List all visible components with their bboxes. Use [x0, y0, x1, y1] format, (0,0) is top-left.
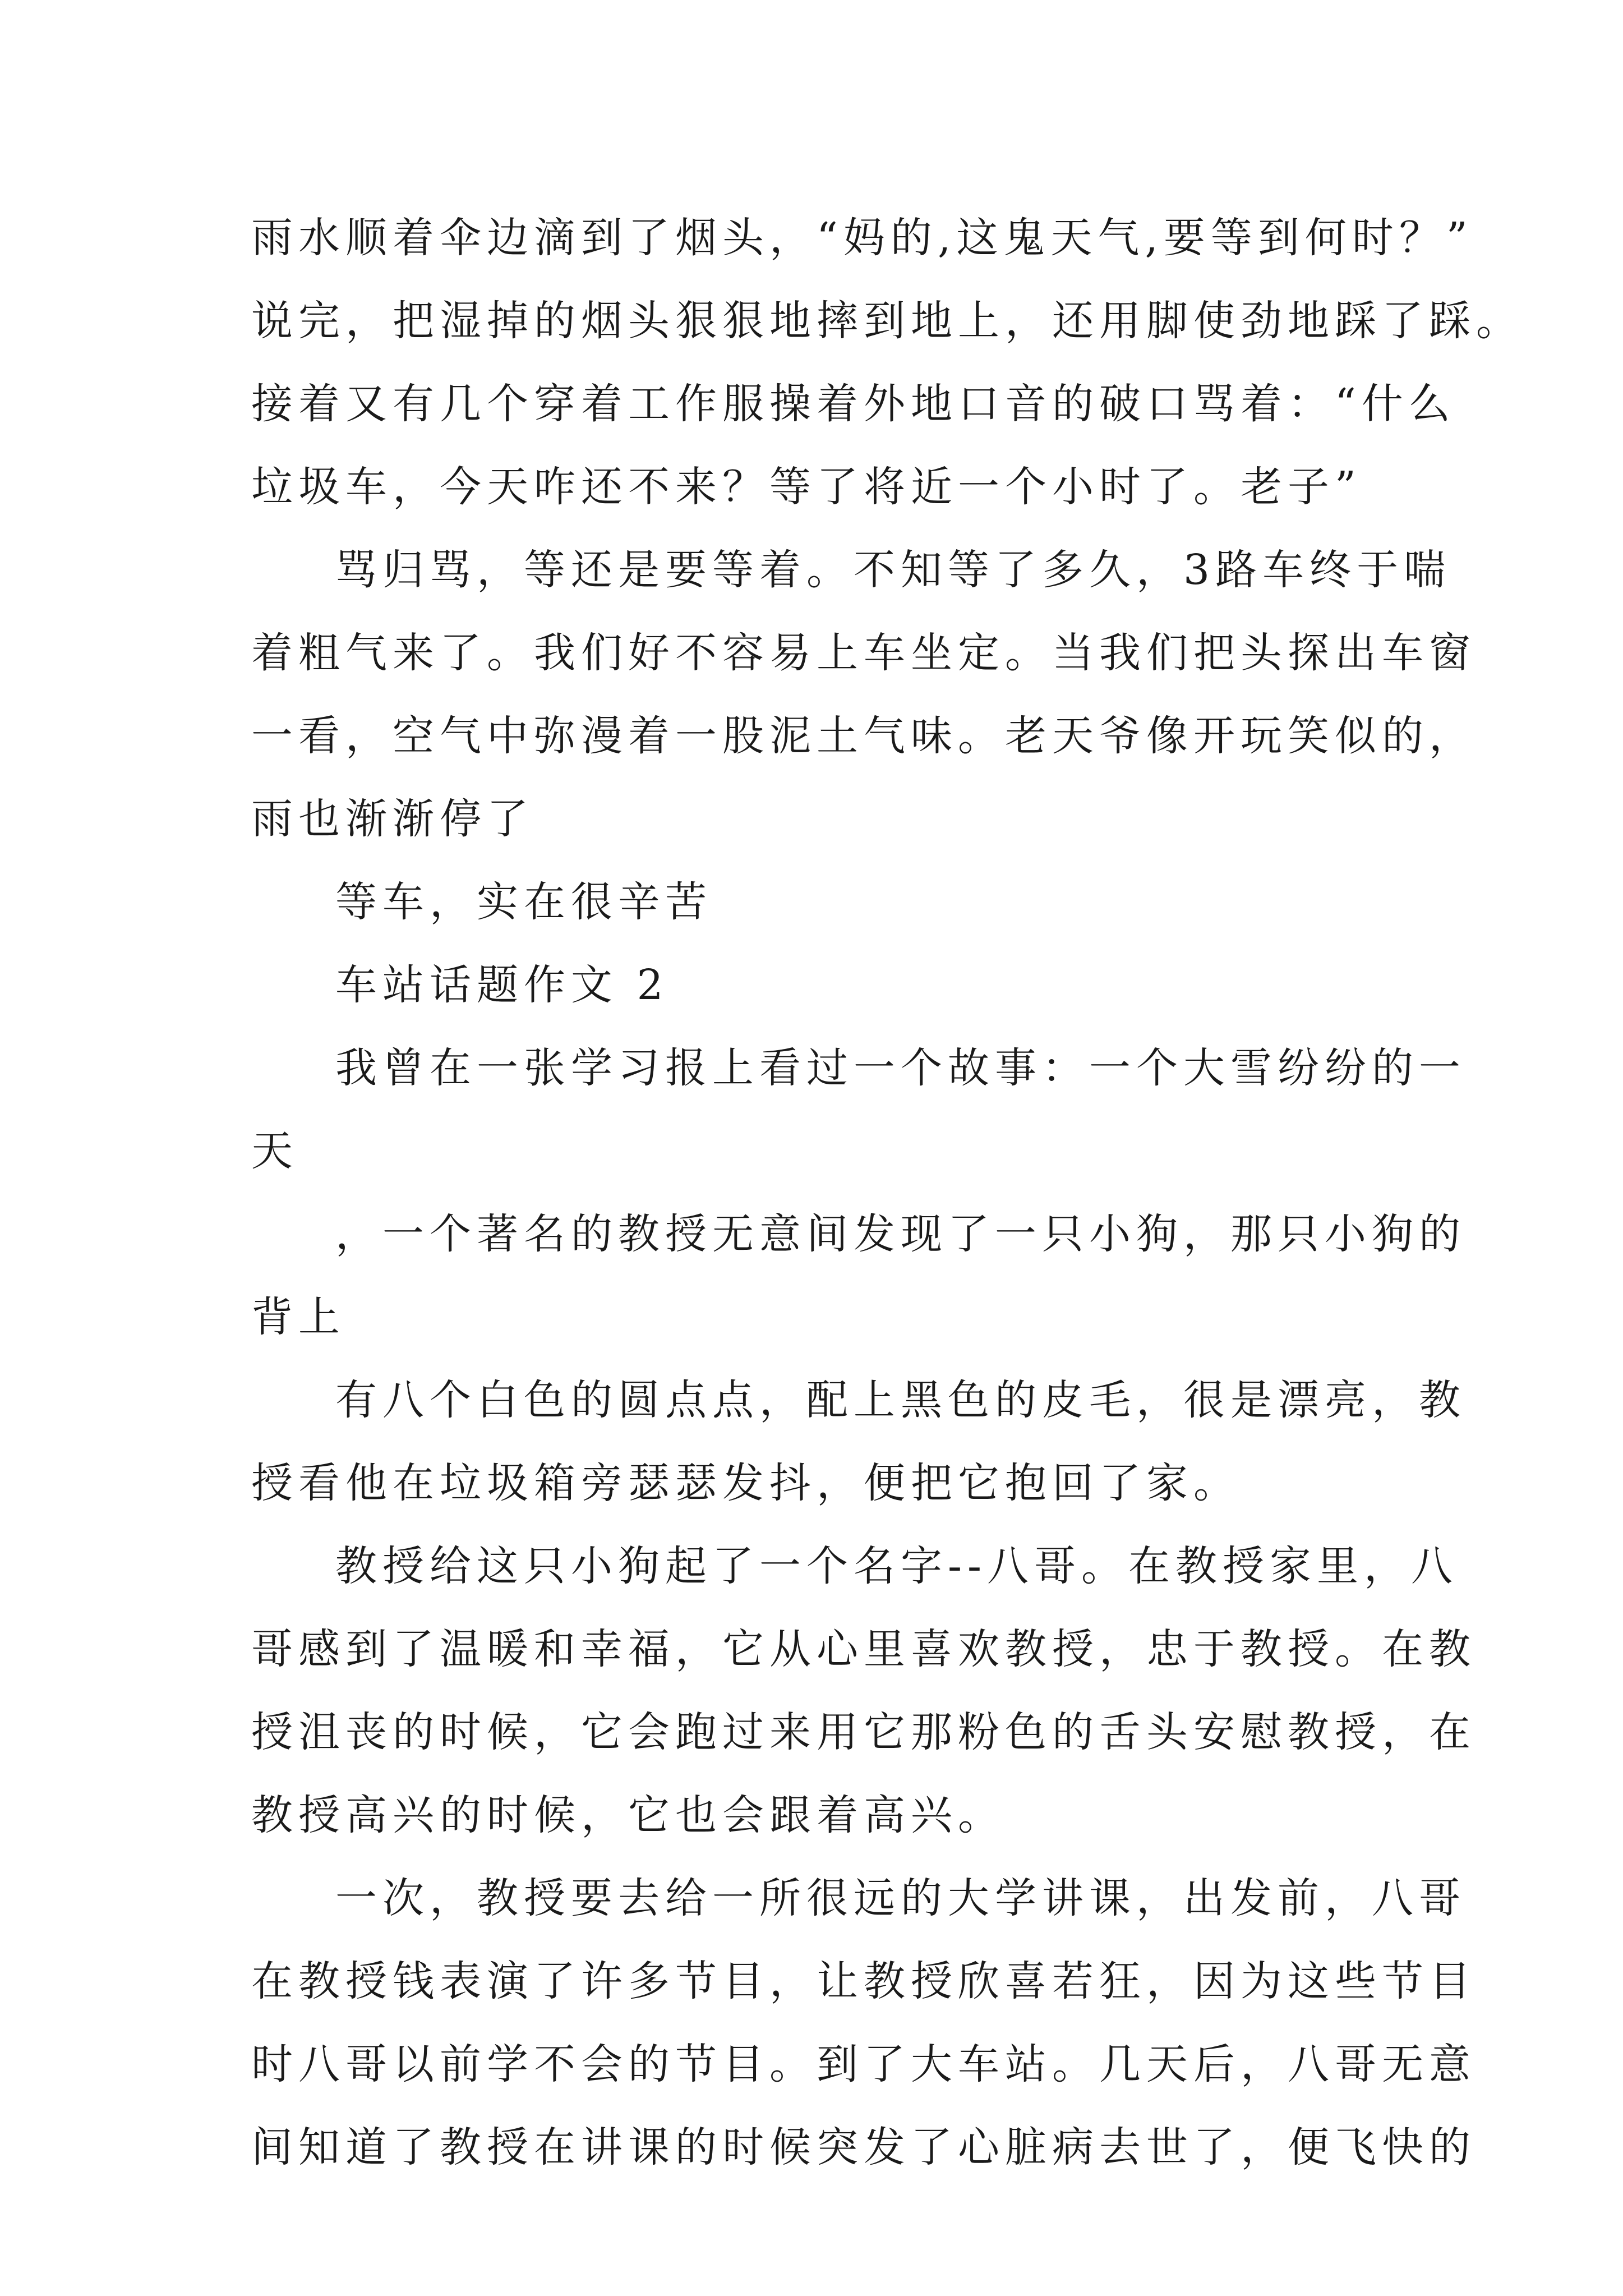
text-line: ，一个著名的教授无意间发现了一只小狗，那只小狗的 [335, 1210, 1466, 1258]
text-line: 授沮丧的时候，它会跑过来用它那粉色的舌头安慰教授，在 [251, 1708, 1476, 1756]
text-line: 哥感到了温暖和幸福，它从心里喜欢教授，忠于教授。在教 [251, 1625, 1476, 1673]
text-line: 着粗气来了。我们好不容易上车坐定。当我们把头探出车窗 [251, 629, 1476, 677]
text-line: 雨也渐渐停了 [251, 795, 534, 843]
text-line: 骂归骂，等还是要等着。不知等了多久，3路车终于喘 [335, 546, 1451, 594]
text-line: 我曾在一张学习报上看过一个故事：一个大雪纷纷的一 [335, 1044, 1466, 1092]
text-line: 车站话题作文 2 [335, 961, 669, 1009]
text-line: 教授高兴的时候，它也会跟着高兴。 [251, 1791, 1005, 1839]
text-line: 授看他在垃圾箱旁瑟瑟发抖，便把它抱回了家。 [251, 1459, 1241, 1507]
text-line: 在教授钱表演了许多节目，让教授欣喜若狂，因为这些节目 [251, 1957, 1476, 2005]
text-line: 雨水顺着伞边滴到了烟头，“妈的,这鬼天气,要等到何时？” [251, 214, 1473, 262]
text-line: 背上 [251, 1293, 345, 1341]
text-line: 等车，实在很辛苦 [335, 878, 712, 926]
text-line: 说完，把湿掉的烟头狠狠地摔到地上，还用脚使劲地踩了踩。 [251, 297, 1523, 345]
text-line: 接着又有几个穿着工作服操着外地口音的破口骂着：“什么 [251, 380, 1456, 428]
text-line: 垃圾车，今天咋还不来？等了将近一个小时了。老子” [251, 463, 1362, 511]
text-line: 时八哥以前学不会的节目。到了大车站。几天后，八哥无意 [251, 2040, 1476, 2088]
text-line: 天 [251, 1127, 298, 1175]
text-line: 有八个白色的圆点点，配上黑色的皮毛，很是漂亮，教 [335, 1376, 1466, 1424]
text-line: 间知道了教授在讲课的时候突发了心脏病去世了，便飞快的 [251, 2123, 1476, 2171]
text-line: 教授给这只小狗起了一个名字--八哥。在教授家里，八 [335, 1542, 1459, 1590]
text-line: 一看，空气中弥漫着一股泥土气味。老天爷像开玩笑似的， [251, 712, 1476, 760]
document-body [251, 196, 1523, 2189]
text-line: 一次，教授要去给一所很远的大学讲课，出发前，八哥 [335, 1874, 1466, 1922]
